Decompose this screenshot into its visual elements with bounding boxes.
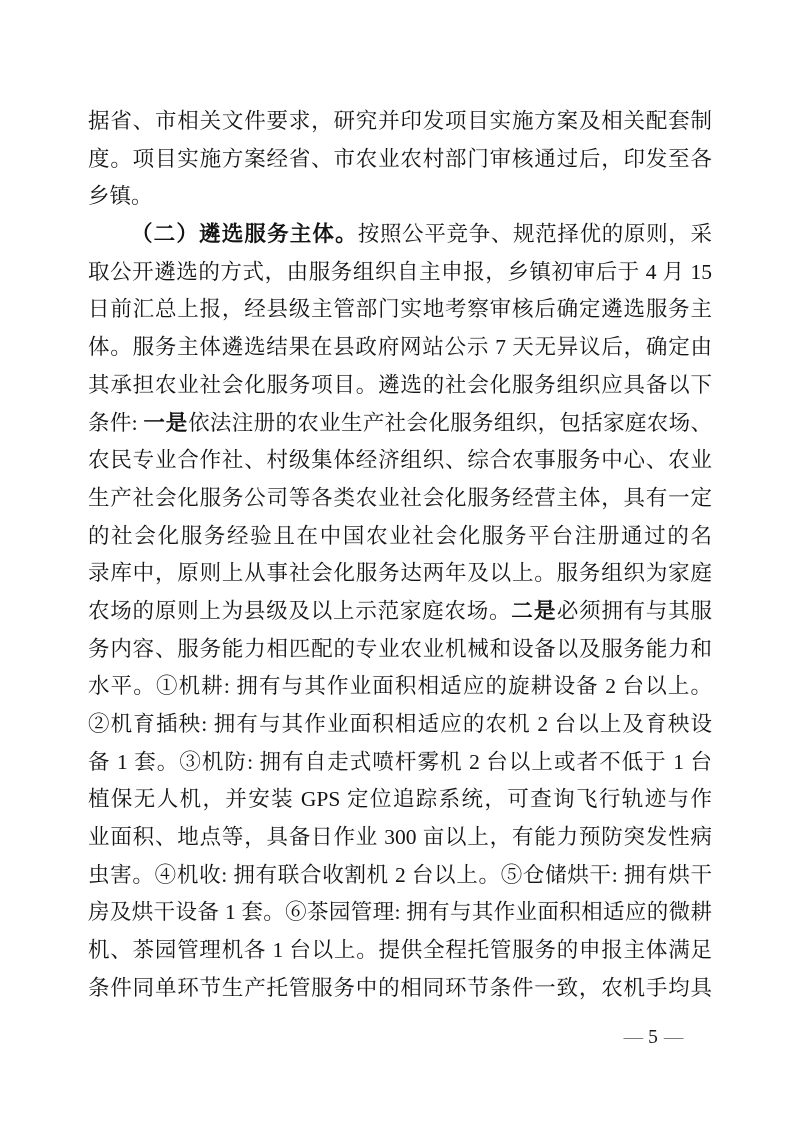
text-line bbox=[88, 518, 712, 556]
text-line bbox=[88, 819, 712, 857]
text-segment: 务内容、服务能力相匹配的专业农业机械和设备以及服务能力和 bbox=[88, 636, 712, 661]
text-line bbox=[88, 405, 712, 443]
text-line bbox=[88, 555, 712, 593]
text-segment: 植保无人机，并安装 GPS 定位追踪系统，可查询飞行轨迹与作 bbox=[88, 787, 712, 812]
text-line bbox=[88, 178, 712, 216]
text-line bbox=[88, 857, 712, 895]
text-segment: 必须拥有与其服 bbox=[556, 598, 712, 623]
text-segment: 度。项目实施方案经省、市农业农村部门审核通过后，印发至各 bbox=[88, 146, 712, 171]
text-segment: 录库中，原则上从事社会化服务达两年及以上。服务组织为家庭 bbox=[88, 561, 712, 586]
text-line bbox=[88, 141, 712, 179]
text-segment: 取公开遴选的方式，由服务组织自主申报，乡镇初审后于 4 月 15 bbox=[88, 259, 712, 284]
text-segment: 按照公平竞争、规范择优的原则，采 bbox=[357, 222, 712, 247]
text-segment: 条件: bbox=[88, 410, 144, 435]
text-segment: 机、茶园管理机各 1 台以上。提供全程托管服务的申报主体满足 bbox=[88, 938, 712, 963]
text-line bbox=[88, 103, 712, 141]
text-line bbox=[88, 781, 712, 819]
text-segment: 业面积、地点等，具备日作业 300 亩以上，有能力预防突发性病 bbox=[88, 825, 712, 850]
bold-text-segment: 一是 bbox=[143, 410, 189, 435]
text-line bbox=[88, 932, 712, 970]
page-number-value: 5 bbox=[648, 1027, 658, 1048]
page-number bbox=[608, 1024, 698, 1052]
text-line bbox=[88, 970, 712, 1008]
text-line bbox=[88, 706, 712, 744]
document-body bbox=[88, 103, 712, 1008]
text-segment: 的社会化服务经验且在中国农业社会化服务平台注册通过的名 bbox=[88, 523, 712, 548]
text-line bbox=[88, 254, 712, 292]
text-line bbox=[88, 329, 712, 367]
text-segment: 农场的原则上为县级及以上示范家庭农场。 bbox=[88, 598, 512, 623]
text-segment: 水平。①机耕: 拥有与其作业面积相适应的旋耕设备 2 台以上。 bbox=[88, 674, 712, 699]
page-number-dash-left: — bbox=[623, 1027, 643, 1048]
text-segment: 生产社会化服务公司等各类农业社会化服务经营主体，具有一定 bbox=[88, 485, 712, 510]
text-segment: 日前汇总上报，经县级主管部门实地考察审核后确定遴选服务主 bbox=[88, 297, 712, 322]
text-segment: 农民专业合作社、村级集体经济组织、综合农事服务中心、农业 bbox=[88, 448, 712, 473]
text-segment: 虫害。④机收: 拥有联合收割机 2 台以上。⑤仓储烘干: 拥有烘干 bbox=[88, 862, 712, 887]
text-line bbox=[88, 668, 712, 706]
text-segment: 备 1 套。③机防: 拥有自走式喷杆雾机 2 台以上或者不低于 1 台 bbox=[88, 749, 712, 774]
text-line bbox=[88, 593, 712, 631]
text-segment: 依法注册的农业生产社会化服务组织，包括家庭农场、 bbox=[188, 410, 712, 435]
text-line bbox=[88, 367, 712, 405]
text-segment: 体。服务主体遴选结果在县政府网站公示 7 天无异议后，确定由 bbox=[88, 335, 712, 360]
text-segment: 据省、市相关文件要求，研究并印发项目实施方案及相关配套制 bbox=[88, 109, 712, 133]
text-segment: 房及烘干设备 1 套。⑥茶园管理: 拥有与其作业面积相适应的微耕 bbox=[88, 900, 712, 925]
text-line bbox=[88, 291, 712, 329]
text-line bbox=[88, 744, 712, 782]
bold-text-segment: 二是 bbox=[511, 598, 557, 623]
text-line bbox=[88, 894, 712, 932]
text-line bbox=[88, 480, 712, 518]
text-line bbox=[88, 442, 712, 480]
text-segment: 条件同单环节生产托管服务中的相同环节条件一致，农机手均具 bbox=[88, 975, 712, 1000]
text-segment: 其承担农业社会化服务项目。遴选的社会化服务组织应具备以下 bbox=[88, 372, 712, 397]
text-segment: 乡镇。 bbox=[88, 184, 153, 209]
bold-text-segment: （二）遴选服务主体。 bbox=[131, 222, 358, 247]
text-segment: ②机育插秧: 拥有与其作业面积相适应的农机 2 台以上及育秧设 bbox=[88, 712, 712, 736]
text-line bbox=[88, 631, 712, 669]
text-line bbox=[88, 216, 712, 254]
page-number-dash-right: — bbox=[663, 1027, 683, 1048]
